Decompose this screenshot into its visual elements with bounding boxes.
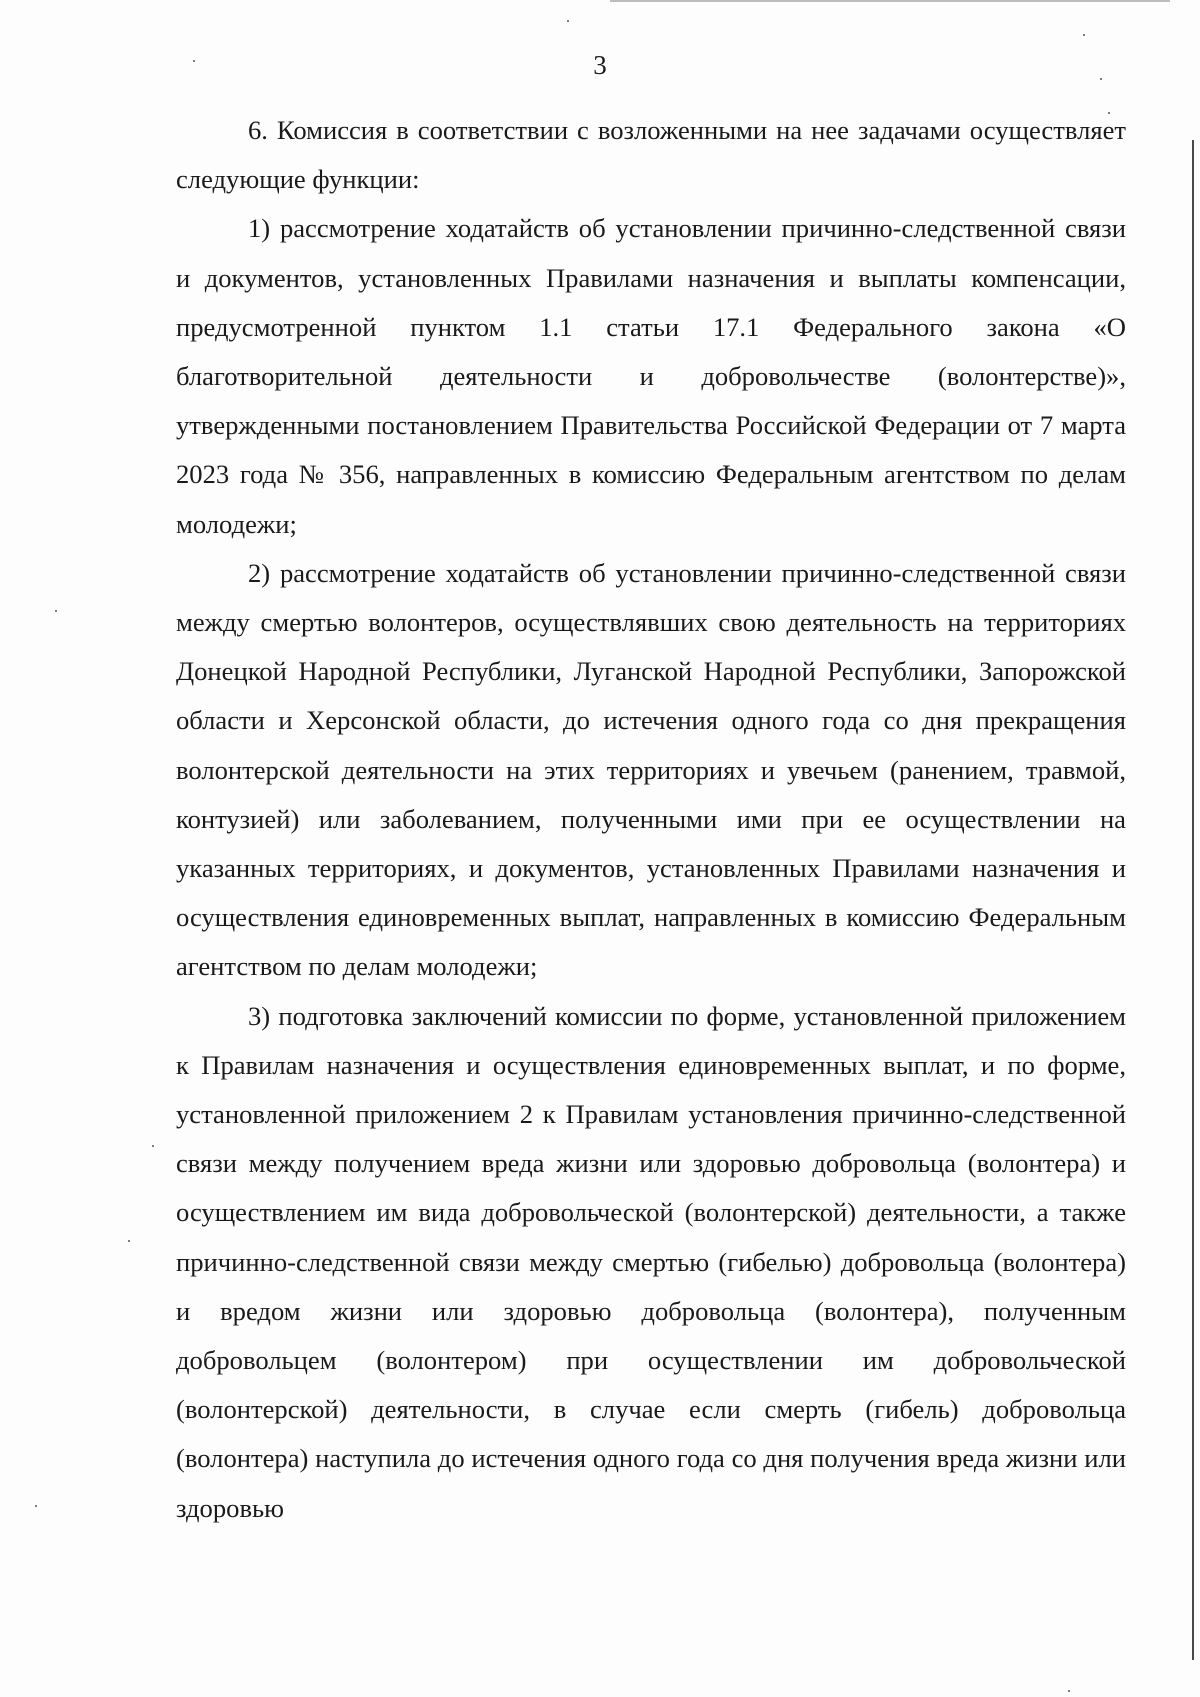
scan-speck [1083, 34, 1085, 36]
paragraph-item-6: 6. Комиссия в соответствии с возложенными на нее задачами осуществляет следующие функции: [176, 115, 1126, 195]
paragraph-subitem-1: 1) рассмотрение ходатайств об установлении причинно-следственной связи и документов, установленных Правилами назначения и выплаты компенсации, предусмотренной пунктом 1.1 статьи 17.1 Федерального закона «О благотворительной деятельности и добровольчестве (волонтерстве)», утвержденными постановлением Правительства Российской Федерации от 7 марта 2023 года № 356, направленных в комиссию Федеральным агентством по делам молодежи; [176, 213, 1126, 539]
paragraph-subitem-3: 3) подготовка заключений комиссии по форме, установленной приложением к Правилам назначения и осуществления единовременных выплат, и по форме, установленной приложением 2 к Правилам установления причинно-следственной связи между получением вреда жизни или здоровью добровольца (волонтера) и осуществлением им вида добровольческой (волонтерской) деятельности, а также причинно-следственной связи между смертью (гибелью) добровольца (волонтера) и вредом жизни или здоровью добровольца (волонтера), полученным добровольцем (волонтером) при осуществлении им добровольческой (волонтерской) деятельности, в случае если смерть (гибель) добровольца (волонтера) наступила до истечения одного года со дня получения вреда жизни или здоровью [176, 1000, 1126, 1523]
scan-speck [35, 1505, 37, 1507]
scan-edge-top [610, 0, 1170, 2]
scan-speck [567, 20, 569, 22]
scan-speck [55, 610, 57, 612]
scan-speck [152, 1145, 154, 1147]
page-number: 3 [593, 50, 607, 80]
paragraph-subitem-2: 2) рассмотрение ходатайств об установлении причинно-следственной связи между смертью волонтеров, осуществлявших свою деятельность на территориях Донецкой Народной Республики, Луганской Народной Республики, Запорожской области и Херсонской области, до истечения одного года со дня прекращения волонтерской деятельности на этих территориях и увечьем (ранением, травмой, контузией) или заболеванием, полученными ими при ее осуществлении на указанных территориях, и документов, установленных Правилами назначения и осуществления единовременных выплат, направленных в комиссию Федеральным агентством по делам молодежи; [176, 557, 1126, 982]
scan-speck [128, 1240, 130, 1242]
document-body [176, 106, 1126, 1533]
scan-speck [1068, 1690, 1070, 1692]
scan-edge-right [1192, 140, 1194, 1660]
